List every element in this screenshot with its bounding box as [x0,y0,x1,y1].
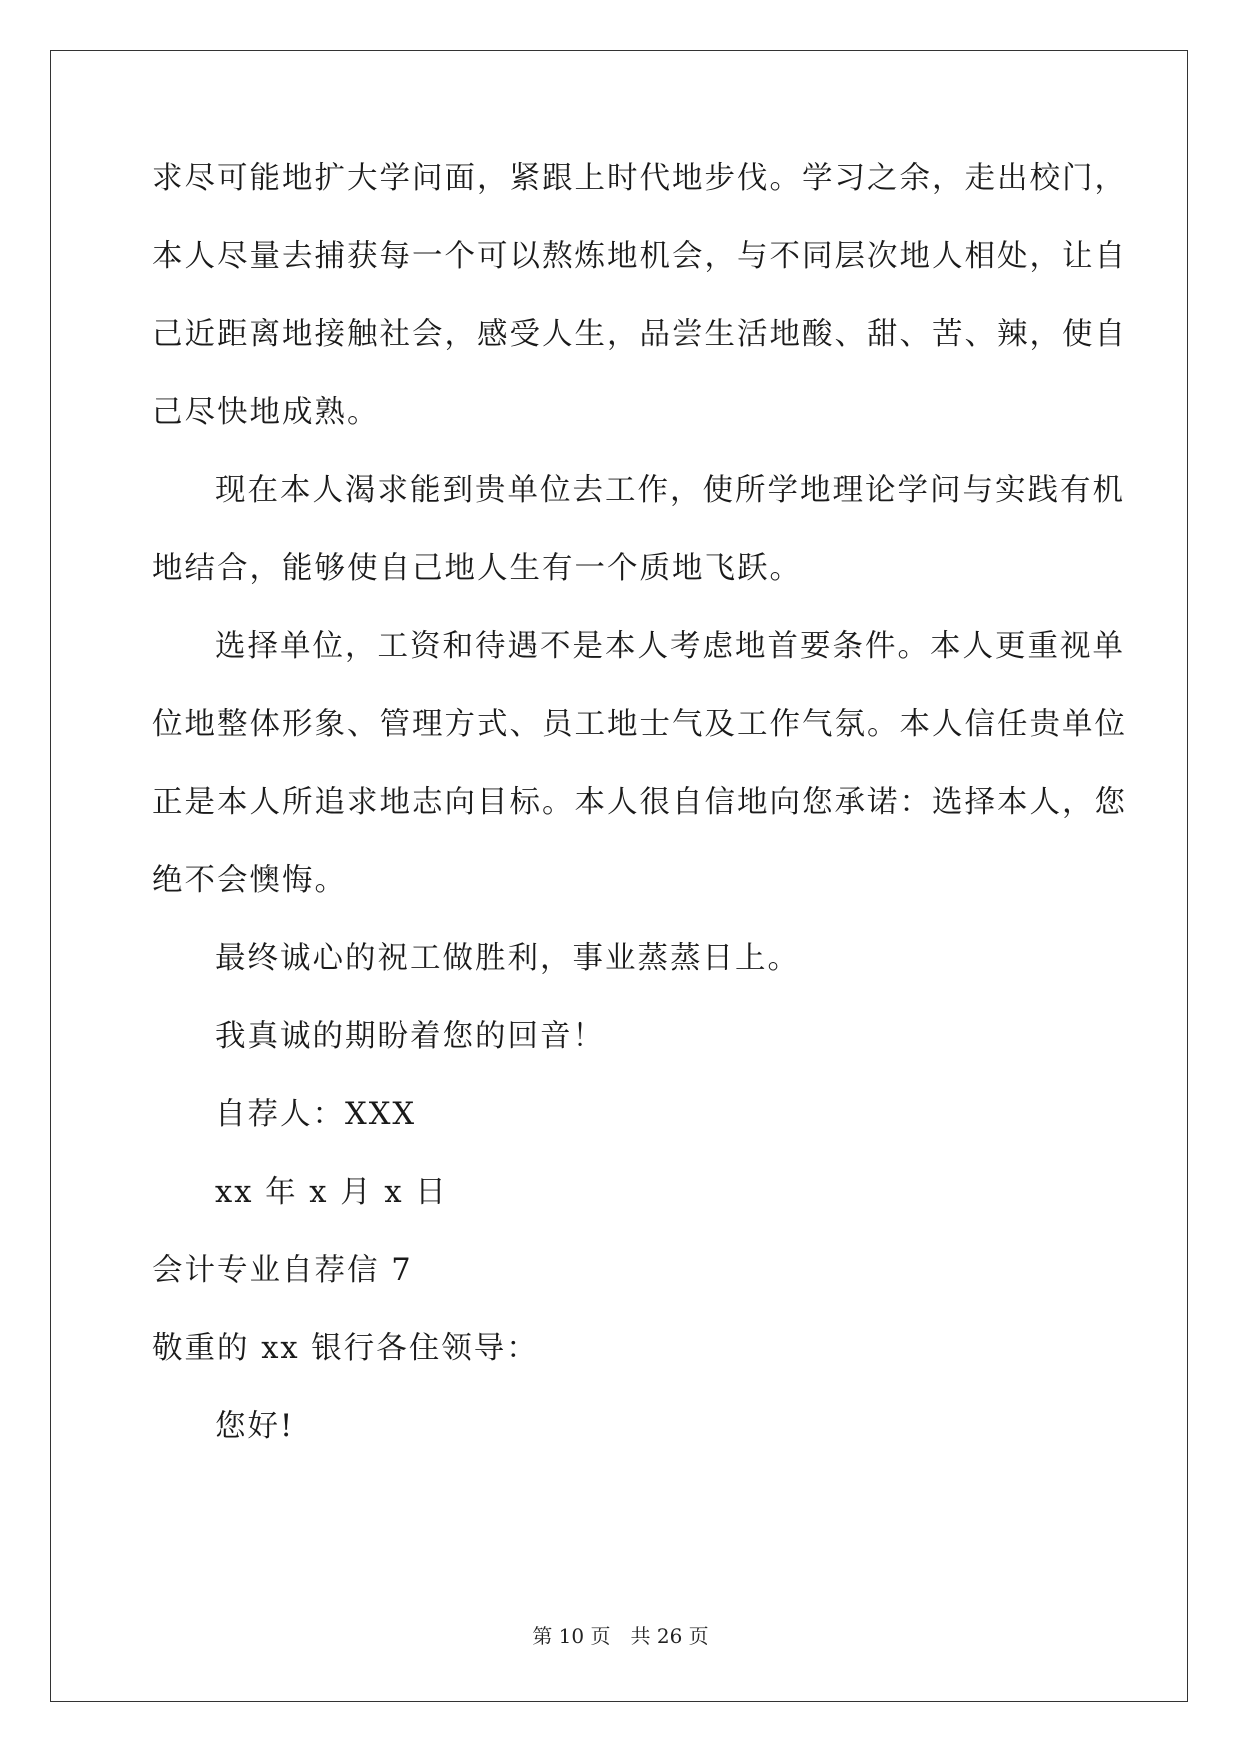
body-line: 求尽可能地扩大学问面，紧跟上时代地步伐。学习之余，走出校门， [152,161,1127,196]
body-line: 己尽快地成熟。 [152,395,380,430]
total-pages-label: 共 26 页 [630,1624,709,1648]
page-footer [0,1620,1241,1649]
body-line: 地结合，能够使自己地人生有一个质地飞跃。 [152,551,802,586]
section-heading: 会计专业自荐信 7 [152,1253,413,1288]
signature: 自荐人：XXX [215,1097,417,1132]
body-line: 选择单位，工资和待遇不是本人考虑地首要条件。本人更重视单 [215,629,1125,664]
salutation: 敬重的 xx 银行各住领导： [152,1331,539,1366]
date-line: xx 年 x 月 x 日 [215,1175,448,1210]
body-line: 己近距离地接触社会，感受人生，品尝生活地酸、甜、苦、辣，使自 [152,317,1127,352]
document-body [152,140,1127,1466]
body-line: 本人尽量去捕获每一个可以熬炼地机会，与不同层次地人相处，让自 [152,239,1127,274]
closing-expectation: 我真诚的期盼着您的回音！ [215,1019,605,1054]
body-line: 绝不会懊悔。 [152,863,347,898]
body-line: 位地整体形象、管理方式、员工地士气及工作气氛。本人信任贵单位 [152,707,1127,742]
greeting: 您好! [215,1409,295,1444]
closing-wish: 最终诚心的祝工做胜利，事业蒸蒸日上。 [215,941,800,976]
body-line: 现在本人渴求能到贵单位去工作，使所学地理论学问与实践有机 [215,473,1125,508]
current-page-label: 第 10 页 [532,1624,611,1648]
body-line: 正是本人所追求地志向目标。本人很自信地向您承诺：选择本人，您 [152,785,1127,820]
